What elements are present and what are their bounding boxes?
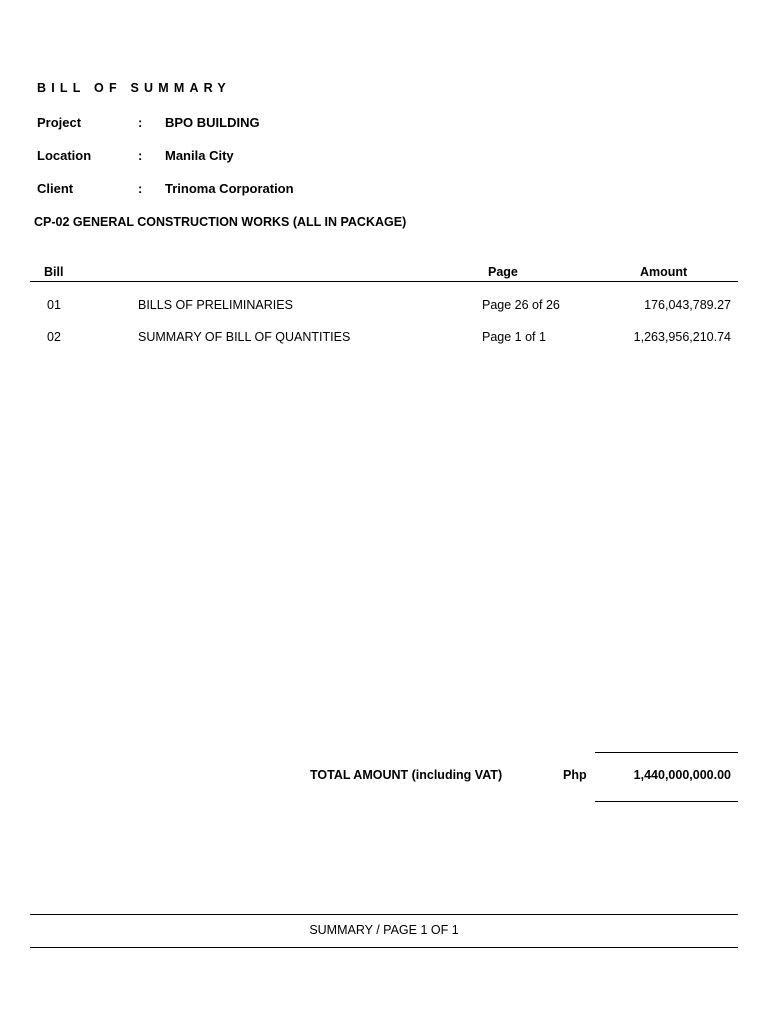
project-colon: : [138, 115, 143, 130]
column-header-amount: Amount [640, 265, 688, 279]
project-value: BPO BUILDING [165, 115, 260, 130]
footer-top-rule [30, 914, 738, 915]
footer-bottom-rule [30, 947, 738, 948]
bill-number: 02 [47, 330, 61, 344]
total-amount: 1,440,000,000.00 [633, 768, 731, 782]
total-top-rule [595, 752, 738, 753]
bill-amount: 176,043,789.27 [644, 298, 731, 312]
client-colon: : [138, 181, 143, 196]
total-bottom-rule [595, 801, 738, 802]
total-currency: Php [563, 768, 587, 782]
bill-description: SUMMARY OF BILL OF QUANTITIES [138, 330, 351, 344]
header-divider [30, 281, 738, 282]
bill-page: Page 26 of 26 [482, 298, 560, 312]
column-header-bill: Bill [44, 265, 64, 279]
bill-description: BILLS OF PRELIMINARIES [138, 298, 293, 312]
bill-amount: 1,263,956,210.74 [633, 330, 731, 344]
column-header-page: Page [488, 265, 518, 279]
package-heading: CP-02 GENERAL CONSTRUCTION WORKS (ALL IN PACKAGE) [34, 215, 407, 229]
bill-number: 01 [47, 298, 61, 312]
location-value: Manila City [165, 148, 234, 163]
client-value: Trinoma Corporation [165, 181, 294, 196]
client-label: Client [37, 181, 74, 196]
location-colon: : [138, 148, 143, 163]
total-label: TOTAL AMOUNT (including VAT) [310, 768, 503, 782]
document-title: BILL OF SUMMARY [37, 81, 231, 95]
footer-page-label: SUMMARY / PAGE 1 OF 1 [309, 923, 459, 937]
location-label: Location [37, 148, 92, 163]
bill-page: Page 1 of 1 [482, 330, 546, 344]
project-label: Project [37, 115, 82, 130]
